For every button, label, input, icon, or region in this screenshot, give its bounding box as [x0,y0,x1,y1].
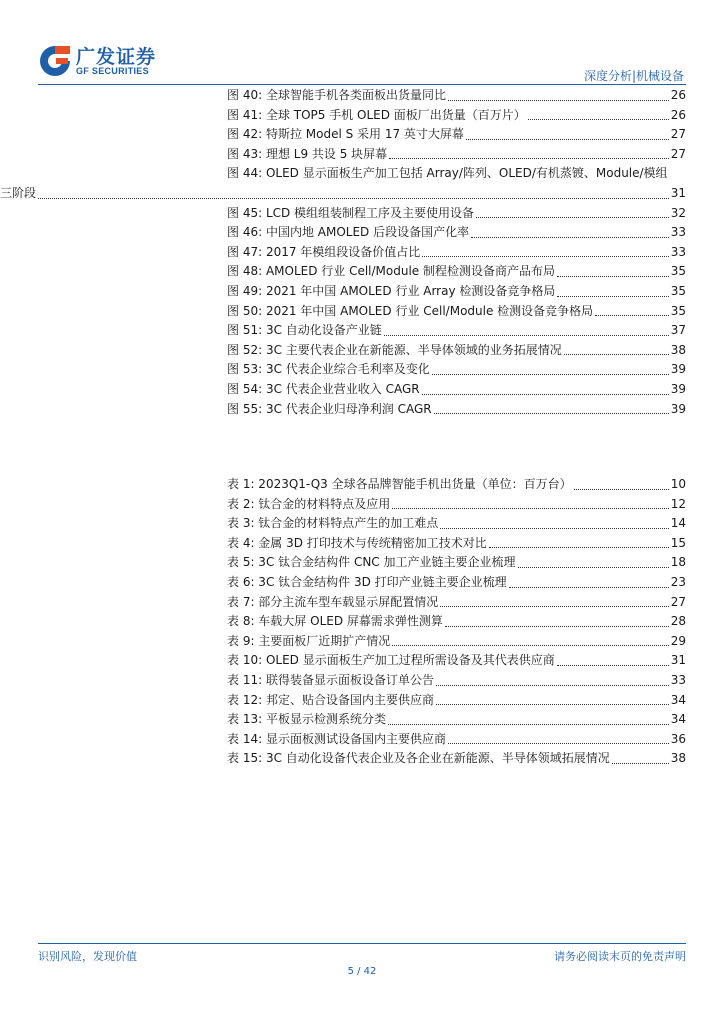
brand-name-en: GF SECURITIES [76,66,149,76]
toc-entry[interactable]: 图 45: LCD 模组组装制程工序及主要使用设备 32 [227,205,686,220]
toc-entry[interactable]: 图 51: 3C 自动化设备产业链 37 [227,323,686,338]
toc-entry[interactable]: 表 14: 显示面板测试设备国内主要供应商 36 [227,731,686,746]
toc-entry[interactable]: 图 55: 3C 代表企业归母净利润 CAGR 39 [227,401,686,416]
toc-entry[interactable]: 表 6: 3C 钛合金结构件 3D 打印产业链主要企业梳理 23 [227,574,686,589]
table-list [227,475,686,769]
toc-entry[interactable]: 表 10: OLED 显示面板生产加工过程所需设备及其代表供应商 31 [227,653,686,668]
toc-entry[interactable]: 图 47: 2017 年模组段设备价值占比 33 [227,244,686,259]
page-header [38,42,686,86]
toc-entry[interactable]: 表 12: 邦定、贴合设备国内主要供应商 34 [227,692,686,707]
toc-entry[interactable]: 图 40: 全球智能手机各类面板出货量同比 26 [227,88,686,102]
toc-entry[interactable]: 图 53: 3C 代表企业综合毛利率及变化 39 [227,362,686,377]
footer-disclaimer: 请务必阅读末页的免责声明 [554,950,686,963]
toc-entry[interactable]: 图 52: 3C 主要代表企业在新能源、半导体领域的业务拓展情况 38 [227,342,686,357]
toc-entry[interactable]: 图 49: 2021 年中国 AMOLED 行业 Array 检测设备竞争格局 35 [227,283,686,298]
toc-entry[interactable]: 图 54: 3C 代表企业营业收入 CAGR 39 [227,381,686,396]
brand-logo [38,42,158,82]
toc-entry[interactable]: 表 5: 3C 钛合金结构件 CNC 加工产业链主要企业梳理 18 [227,555,686,570]
toc-entry[interactable]: 表 13: 平板显示检测系统分类 34 [227,712,686,727]
toc-entry[interactable]: 表 4: 金属 3D 打印技术与传统精密加工技术对比 15 [227,535,686,550]
figure-list [0,86,686,419]
toc-entry[interactable]: 表 8: 车载大屏 OLED 屏幕需求弹性测算 28 [227,614,686,629]
toc-entry[interactable]: 图 46: 中国内地 AMOLED 后段设备国产化率 33 [227,225,686,240]
toc-entry[interactable]: 表 7: 部分主流车型车载显示屏配置情况 27 [227,594,686,609]
page-number: 5 / 42 [347,966,377,977]
toc-entry[interactable]: 表 15: 3C 自动化设备代表企业及各企业在新能源、半导体领域拓展情况 38 [227,751,686,766]
brand-name-cn: 广发证券 [76,46,157,68]
toc-entry[interactable]: 图 48: AMOLED 行业 Cell/Module 制程检测设备商产品布局 35 [227,264,686,279]
toc-entry[interactable]: 图 41: 全球 TOP5 手机 OLED 面板厂出货量（百万片） 26 [227,107,686,122]
toc-entry[interactable]: 表 9: 主要面板厂近期扩产情况 29 [227,633,686,648]
footer-divider [38,943,686,944]
toc-entry[interactable]: 图 43: 理想 L9 共设 5 块屏幕 27 [227,146,686,161]
toc-entry[interactable]: 表 11: 联得装备显示面板设备订单公告 33 [227,672,686,687]
toc-entry[interactable]: 图 44: OLED 显示面板生产加工包括 Array/阵列、OLED/有机蒸镀、Module/模组 三阶段 31 [0,166,686,200]
gf-logo-icon [38,44,72,78]
toc-entry[interactable]: 图 42: 特斯拉 Model S 采用 17 英寸大屏幕 27 [227,127,686,142]
toc-entry[interactable]: 表 2: 钛合金的材料特点及应用 12 [227,496,686,511]
header-divider [38,84,686,85]
report-section: 深度分析|机械设备 [583,69,684,83]
toc-entry[interactable]: 图 50: 2021 年中国 AMOLED 行业 Cell/Module 检测设备竞争格局 35 [227,303,686,318]
toc-entry[interactable]: 表 1: 2023Q1-Q3 全球各品牌智能手机出货量（单位：百万台） 10 [227,477,686,491]
footer-slogan: 识别风险，发现价值 [38,950,137,963]
toc-entry[interactable]: 表 3: 钛合金的材料特点产生的加工难点 14 [227,516,686,531]
